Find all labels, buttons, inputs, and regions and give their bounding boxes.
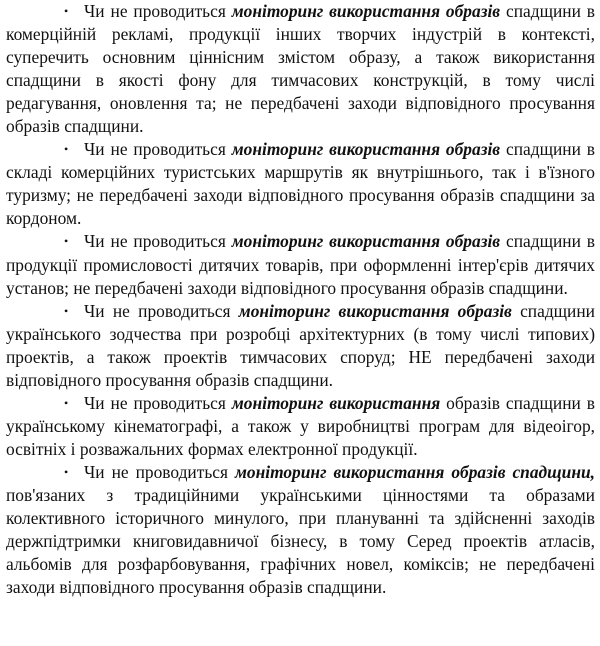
paragraph-text: спадщини в комерційній рекламі, продукції інших творчих індустрій в контексті, суперечить основним ціннісним змістом образу, а також використання спадщини в якості фону для тимчасових конструкцій, в тому числі редагування, оновлення та; не передбачені заходи відповідного просування образів спадщини. bbox=[6, 1, 595, 137]
paragraph-text: спадщини в складі комерційних туристських маршрутів як внутрішнього, так і в'їзного туризму; не передбачені заходи відповідного просування образів спадщини за кордоном. bbox=[6, 139, 595, 229]
paragraph-lead: Чи не проводиться bbox=[84, 392, 232, 413]
bullet-paragraph-1 bbox=[6, 0, 595, 138]
paragraph-text: пов'язаних з традиційними українськими цінностями та образами колективного історичного минулого, при плануванні та здійсненні заходів держпідтримки книговидавничої бізнесу, в тому Серед проектів атласів, альбомів для розфарбовування, графічних новел, коміксів; не передбачені заходи відповідного просування образів спадщини. bbox=[6, 484, 595, 598]
paragraph-lead: Чи не проводиться bbox=[84, 231, 232, 252]
paragraph-lead: Чи не проводиться bbox=[84, 300, 239, 321]
bullet-icon: • bbox=[64, 4, 69, 18]
paragraph-text: образів спадщини в українському кінематографі, а також у виробництві програм для відеоігор, освітніх і розважальних формах електронної продукції. bbox=[6, 392, 595, 459]
paragraph-text: спадщини в продукції промисловості дитячих товарів, при оформленні інтер'єрів дитячих установ; не передбачені заходи відповідного просування образів спадщини. bbox=[6, 231, 595, 298]
bullet-paragraph-3 bbox=[6, 230, 595, 299]
bullet-icon: • bbox=[64, 234, 69, 249]
paragraph-text: спадщини українського зодчества при розробці архітектурних (в тому числі типових) проектів, а також проектів тимчасових споруд; НЕ передбачені заходи відповідного просування образів спадщини. bbox=[6, 300, 595, 390]
bullet-paragraph-4 bbox=[6, 300, 595, 392]
paragraph-emphasis: моніторинг використання образів bbox=[231, 231, 501, 252]
bullet-icon: • bbox=[64, 303, 69, 318]
paragraph-lead: Чи не проводиться bbox=[84, 1, 232, 21]
paragraph-emphasis: моніторинг використання образів bbox=[238, 300, 512, 321]
paragraph-emphasis: моніторинг використання образів bbox=[231, 139, 501, 160]
bullet-icon: • bbox=[64, 395, 69, 410]
bullet-icon: • bbox=[64, 464, 69, 479]
paragraph-emphasis: моніторинг використання образів спадщини, bbox=[234, 461, 595, 482]
bullet-icon: • bbox=[64, 142, 69, 157]
bullet-paragraph-5 bbox=[6, 392, 595, 461]
bullet-paragraph-2 bbox=[6, 138, 595, 230]
bullet-paragraph-6 bbox=[6, 461, 595, 599]
paragraph-emphasis: моніторинг використання образів bbox=[231, 1, 501, 21]
paragraph-lead: Чи не проводиться bbox=[84, 139, 232, 160]
paragraph-lead: Чи не проводиться bbox=[84, 461, 235, 482]
paragraph-emphasis: моніторинг використання bbox=[231, 392, 441, 413]
